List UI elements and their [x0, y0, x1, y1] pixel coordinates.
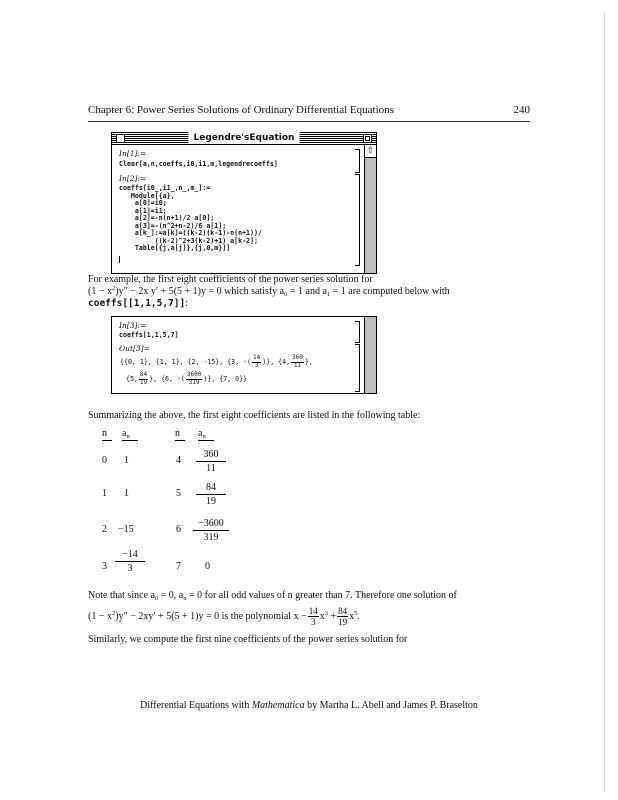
- numerator: 84: [139, 371, 148, 378]
- input-line[interactable]: a[0]=i0;: [119, 199, 167, 207]
- fraction: [139, 372, 148, 386]
- superscript: 5: [354, 610, 358, 617]
- table-cell: 0: [205, 561, 210, 572]
- text-run: Note that since a: [88, 590, 155, 601]
- summary-text: Summarizing the above, the first eight coefficients are listed in the following table:: [88, 410, 421, 421]
- zoom-box-icon[interactable]: [363, 134, 372, 143]
- page-edge: [604, 12, 605, 792]
- input-label-1: In[1]:=: [119, 149, 147, 158]
- numerator: 360: [196, 448, 226, 462]
- table-cell: 0: [102, 455, 107, 466]
- table-cell: −15: [118, 524, 134, 535]
- column-header-n: n: [102, 428, 112, 441]
- superscript: 2: [111, 610, 116, 617]
- header-subscript: n: [126, 433, 130, 440]
- column-header-an: [198, 428, 214, 441]
- input-line[interactable]: a[1]=i1;: [119, 206, 167, 215]
- numerator: −14: [115, 548, 145, 562]
- table-cell: 3: [102, 561, 107, 572]
- close-box-icon[interactable]: [116, 134, 125, 143]
- column-header-an: [122, 428, 138, 441]
- subscript: 0: [154, 595, 159, 602]
- text-run: x: [319, 611, 325, 622]
- fraction: [196, 481, 226, 508]
- notebook-window-output[interactable]: [111, 316, 377, 394]
- text-cursor: [119, 256, 120, 263]
- chapter-title: Chapter 6: Power Series Solutions of Ordinary Differential Equations: [88, 104, 394, 116]
- subscript: 1: [326, 291, 331, 298]
- text-run: Differential Equations with: [140, 700, 252, 711]
- text-run: )}, {4,: [262, 358, 291, 366]
- text-run: +: [327, 611, 337, 622]
- fraction: [186, 372, 202, 386]
- column-header-n: n: [175, 428, 185, 441]
- page-number: 240: [513, 104, 530, 116]
- text-run: :: [185, 298, 189, 309]
- denominator: 3: [310, 617, 316, 628]
- output-label-3: Out[3]=: [119, 344, 150, 353]
- fraction: [337, 606, 348, 627]
- fraction: [252, 355, 261, 369]
- text-run: = 1 are computed below with: [330, 286, 450, 297]
- denominator: 3: [254, 361, 259, 369]
- fraction: [193, 517, 229, 544]
- numerator: 3600: [186, 371, 202, 378]
- numerator: −3600: [193, 517, 229, 531]
- cell-bracket-4[interactable]: [355, 344, 360, 392]
- numerator: 360: [292, 354, 303, 361]
- header-text: a: [122, 428, 127, 439]
- denominator: 19: [338, 617, 348, 628]
- table-cell: 1: [124, 488, 129, 499]
- denominator: 19: [206, 496, 216, 507]
- text-run: {{0, 1}, {1, 1}, {2, -15}, {3, -(: [120, 358, 252, 366]
- output-line-2: [126, 372, 247, 386]
- text-run: by Martha L. Abell and James P. Braselton: [304, 700, 478, 711]
- input-line[interactable]: a[3]=-(n^2+n-2)/6 a[1];: [119, 221, 227, 230]
- table-cell: 1: [124, 455, 129, 466]
- table-cell: 4: [176, 455, 181, 466]
- table-cell: 5: [176, 488, 181, 499]
- input-line[interactable]: Module[{a},: [119, 191, 175, 200]
- text-run: )y″ − 2x y′ + 5(5 + 1)y = 0 which satisfy a: [115, 286, 285, 297]
- denominator: 11: [206, 463, 216, 474]
- vertical-scrollbar[interactable]: [364, 145, 376, 273]
- scroll-up-arrow-icon[interactable]: ⇧: [366, 146, 375, 156]
- text-run: {5,: [126, 375, 138, 383]
- text-run: )y″ − 2xy′ + 5(5 + 1)y = 0 is the polynomial x −: [115, 611, 307, 622]
- text-run: },: [304, 358, 313, 366]
- fraction: [308, 606, 319, 627]
- text-run: (1 − x: [88, 286, 112, 297]
- denominator: 11: [293, 361, 302, 369]
- text-run: .: [357, 611, 360, 622]
- inline-code: coeffs[[1,1,5,7]]: [88, 298, 186, 309]
- paragraph-line: [88, 590, 457, 602]
- numerator: 14: [308, 606, 318, 617]
- subscript: n: [183, 595, 187, 602]
- input-line[interactable]: coeffs[i0_,i1_,n_,m_]:=: [119, 184, 211, 192]
- notebook-window-legendre[interactable]: [111, 132, 377, 274]
- window-title-bar[interactable]: [112, 133, 376, 145]
- input-line[interactable]: a[2]=-n(n+1)/2 a[0];: [119, 214, 215, 222]
- numerator: 84: [338, 606, 348, 617]
- book-title-italic: Mathematica: [251, 700, 305, 711]
- page-footer: [0, 700, 618, 711]
- text-run: x: [349, 611, 355, 622]
- cell-bracket-2[interactable]: [355, 174, 360, 266]
- numerator: 14: [253, 354, 261, 361]
- text-run: = 1 and a: [287, 286, 327, 297]
- table-cell: 2: [102, 524, 107, 535]
- fraction: [196, 448, 226, 475]
- table-cell: 1: [102, 488, 107, 499]
- table-cell: 7: [176, 561, 181, 572]
- cell-bracket-1[interactable]: [355, 149, 360, 173]
- input-label-2: In[2]:=: [119, 174, 147, 183]
- denominator: 3: [127, 563, 133, 574]
- table-cell: 6: [176, 524, 181, 535]
- subscript: 0: [284, 291, 288, 298]
- input-line[interactable]: a[k_]:=a[k]=((k-2)(k-1)-n(n+1))/: [119, 229, 262, 237]
- cell-bracket-3[interactable]: [355, 321, 360, 343]
- fraction: [291, 355, 304, 369]
- header-rule: [88, 121, 530, 122]
- input-line[interactable]: Table[{j,a[j]},{j,0,m}]]: [119, 244, 231, 252]
- denominator: 319: [203, 532, 219, 543]
- paragraph-line: [88, 606, 360, 628]
- denominator: 319: [188, 378, 200, 386]
- window-title: Legendre'sEquation: [189, 132, 300, 144]
- text-run: (1 − x: [88, 611, 112, 622]
- vertical-scrollbar[interactable]: [364, 317, 376, 393]
- header-subscript: n: [202, 433, 206, 440]
- fraction: [115, 548, 145, 575]
- paragraph-line: Similarly, we compute the first nine coefficients of the power series solution for: [88, 634, 408, 645]
- input-label-3: In[3]:=: [119, 321, 147, 330]
- input-line[interactable]: ((k-2)^2+3(k-2)+1) a[k-2];: [119, 236, 258, 245]
- paragraph-line: For example, the first eight coefficients of the power series solution for: [88, 274, 373, 285]
- denominator: 19: [139, 378, 148, 386]
- superscript: 2: [111, 285, 116, 292]
- text-run: }, {6, -(: [149, 375, 185, 383]
- paragraph-line: [88, 298, 188, 310]
- input-cell-1[interactable]: Clear[a,n,coeffs,i0,i1,m,legendrecoeffs]: [119, 160, 278, 168]
- paragraph-line: [88, 286, 450, 298]
- header-text: a: [198, 428, 203, 439]
- numerator: 84: [196, 481, 226, 495]
- text-run: )}, {7, 0}}: [203, 375, 248, 383]
- text-run: = 0, a: [158, 590, 184, 601]
- superscript: 3: [324, 610, 328, 617]
- output-line-1: [120, 355, 313, 369]
- input-cell-3[interactable]: coeffs[1,1,5,7]: [119, 331, 179, 339]
- text-run: = 0 for all odd values of n greater than 7. Therefore one solution of: [186, 590, 457, 601]
